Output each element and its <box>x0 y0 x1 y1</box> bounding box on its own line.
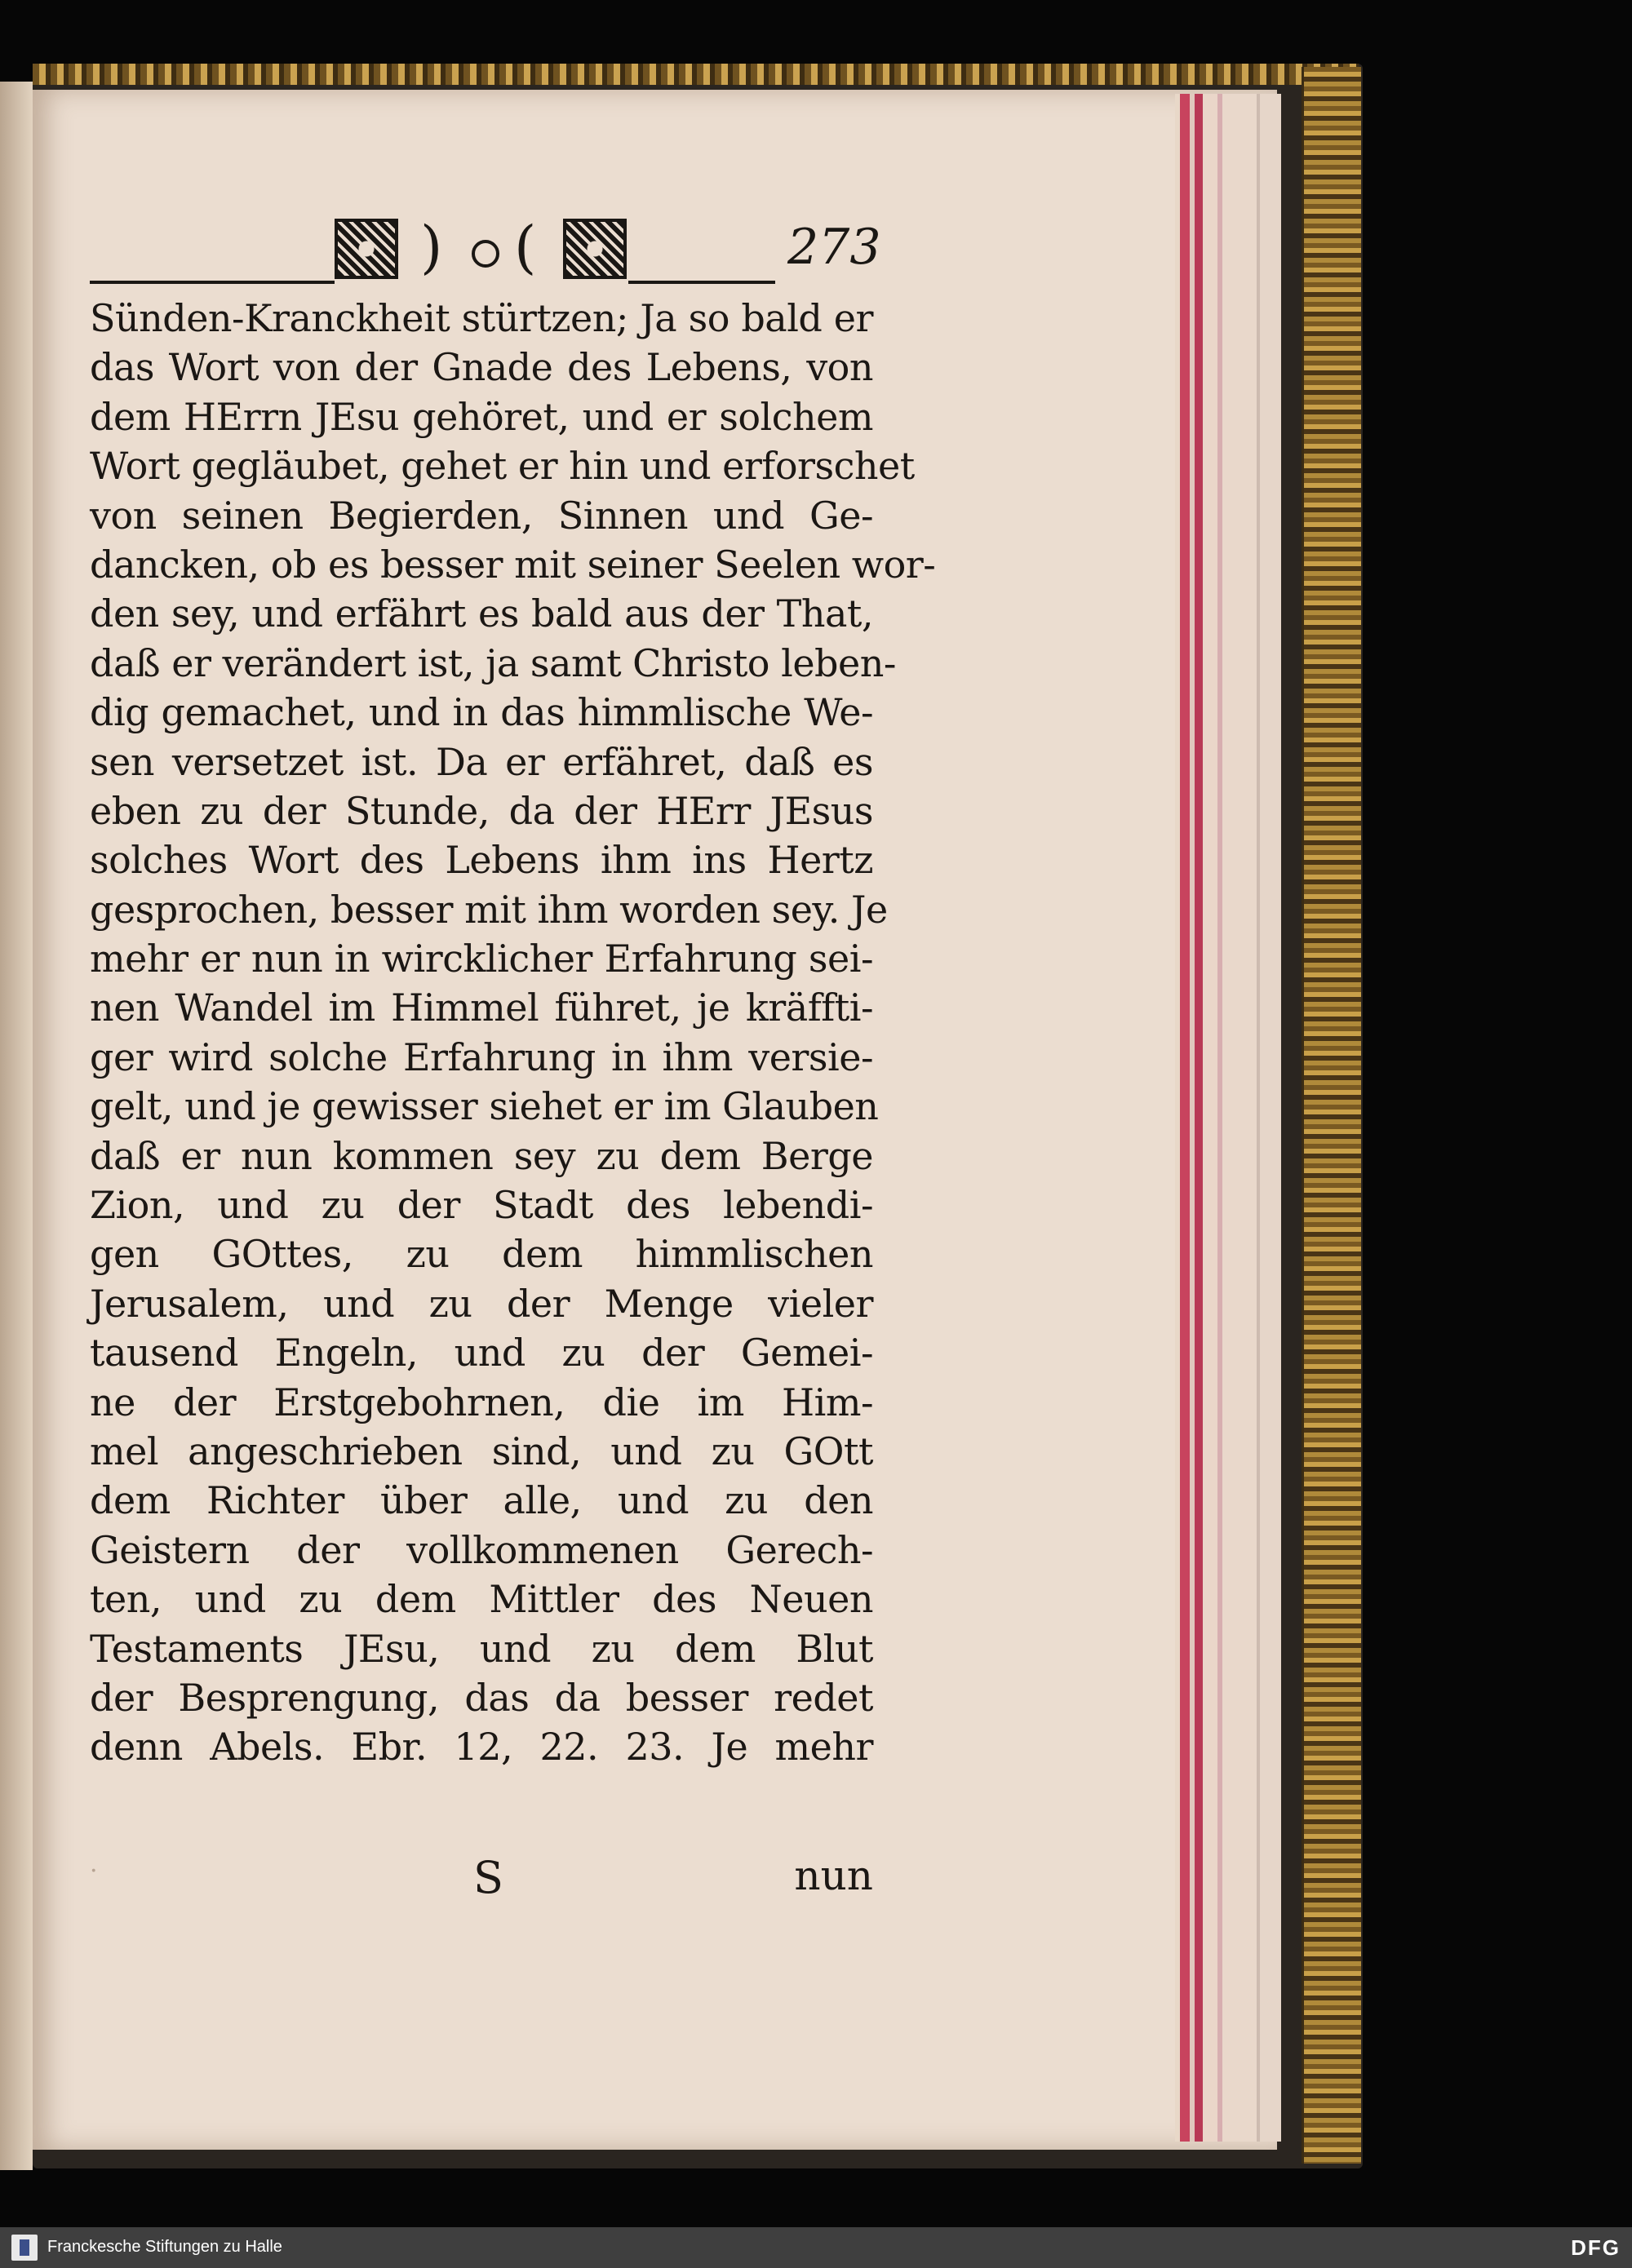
text-line: den sey, und erfährt es bald aus der That, <box>90 591 873 636</box>
text-line: tausend Engeln, und zu der Gemei- <box>90 1331 873 1375</box>
text-line: Zion, und zu der Stadt des lebendi- <box>90 1183 873 1228</box>
text-line: eben zu der Stunde, da der HErr JEsus <box>90 788 873 833</box>
text-line: nen Wandel im Himmel führet, je kräffti- <box>90 986 873 1030</box>
text-line: mehr er nun in wircklicher Erfahrung sei- <box>90 937 873 981</box>
text-line: das Wort von der Gnade des Lebens, von <box>90 345 873 390</box>
header-paren-right: ( <box>514 214 537 281</box>
text-line: mel angeschrieben sind, und zu GOtt <box>90 1429 873 1473</box>
gilt-top-edge <box>33 64 1359 85</box>
text-line: Geistern der vollkommenen Gerech- <box>90 1527 873 1572</box>
body-text <box>90 294 936 1772</box>
page-header <box>90 204 881 286</box>
text-line: der Besprengung, das da besser redet <box>90 1675 873 1720</box>
text-line: ger wird solche Erfahrung in ihm versie- <box>90 1034 873 1079</box>
ornament-right-icon <box>563 219 627 279</box>
text-line: daß er nun kommen sey zu dem Berge <box>90 1133 873 1178</box>
text-line: denn Abels. Ebr. 12, 22. 23. Je mehr <box>90 1725 873 1770</box>
logo-mark <box>20 2239 29 2256</box>
institution-link[interactable]: Franckesche Stiftungen zu Halle <box>47 2238 282 2256</box>
text-line: ten, und zu dem Mittler des Neuen <box>90 1577 873 1622</box>
text-line: Sünden-Kranckheit stürtzen; Ja so bald er <box>90 296 873 340</box>
page-block-edge <box>1175 94 1281 2142</box>
text-line: von seinen Begierden, Sinnen und Ge- <box>90 493 873 538</box>
header-circle-mark <box>472 240 499 268</box>
text-line: gen GOttes, zu dem himmlischen <box>90 1232 873 1277</box>
header-paren-left: ) <box>420 214 443 281</box>
header-rule-right <box>628 281 775 284</box>
catchword-row <box>90 1852 873 1909</box>
catchword: nun <box>794 1852 873 1899</box>
dfg-logo[interactable]: DFG <box>1571 2235 1621 2260</box>
text-line: dig gemachet, und in das himmlische We- <box>90 690 873 735</box>
text-line: solches Wort des Lebens ihm ins Hertz <box>90 838 873 883</box>
ornament-left-icon <box>335 219 398 279</box>
text-line: Testaments JEsu, und zu dem Blut <box>90 1626 873 1671</box>
text-line: ne der Erstgebohrnen, die im Him- <box>90 1380 873 1424</box>
text-line: Jerusalem, und zu der Menge vieler <box>90 1281 873 1326</box>
page-number: 273 <box>787 219 881 276</box>
signature-mark: S <box>473 1852 503 1903</box>
franckesche-stiftungen-logo-icon[interactable] <box>11 2235 38 2261</box>
text-line: daß er verändert ist, ja samt Christo leben- <box>90 640 896 685</box>
header-rule-left <box>90 281 335 284</box>
text-line: dem HErrn JEsu gehöret, und er solchem <box>90 394 873 439</box>
viewer-footer <box>0 2227 1632 2268</box>
gilt-fore-edge <box>1302 67 1361 2164</box>
text-line: sen versetzet ist. Da er erfähret, daß es <box>90 739 873 784</box>
faint-mark: · <box>90 1857 98 1885</box>
text-line: dancken, ob es besser mit seiner Seelen wor- <box>90 542 936 587</box>
facing-page-edge <box>0 82 33 2170</box>
text-line: gesprochen, besser mit ihm worden sey. Je <box>90 887 888 932</box>
text-line: dem Richter über alle, und zu den <box>90 1478 873 1523</box>
text-line: gelt, und je gewisser siehet er im Glauben <box>90 1084 879 1129</box>
text-line: Wort gegläubet, gehet er hin und erforschet <box>90 444 915 489</box>
